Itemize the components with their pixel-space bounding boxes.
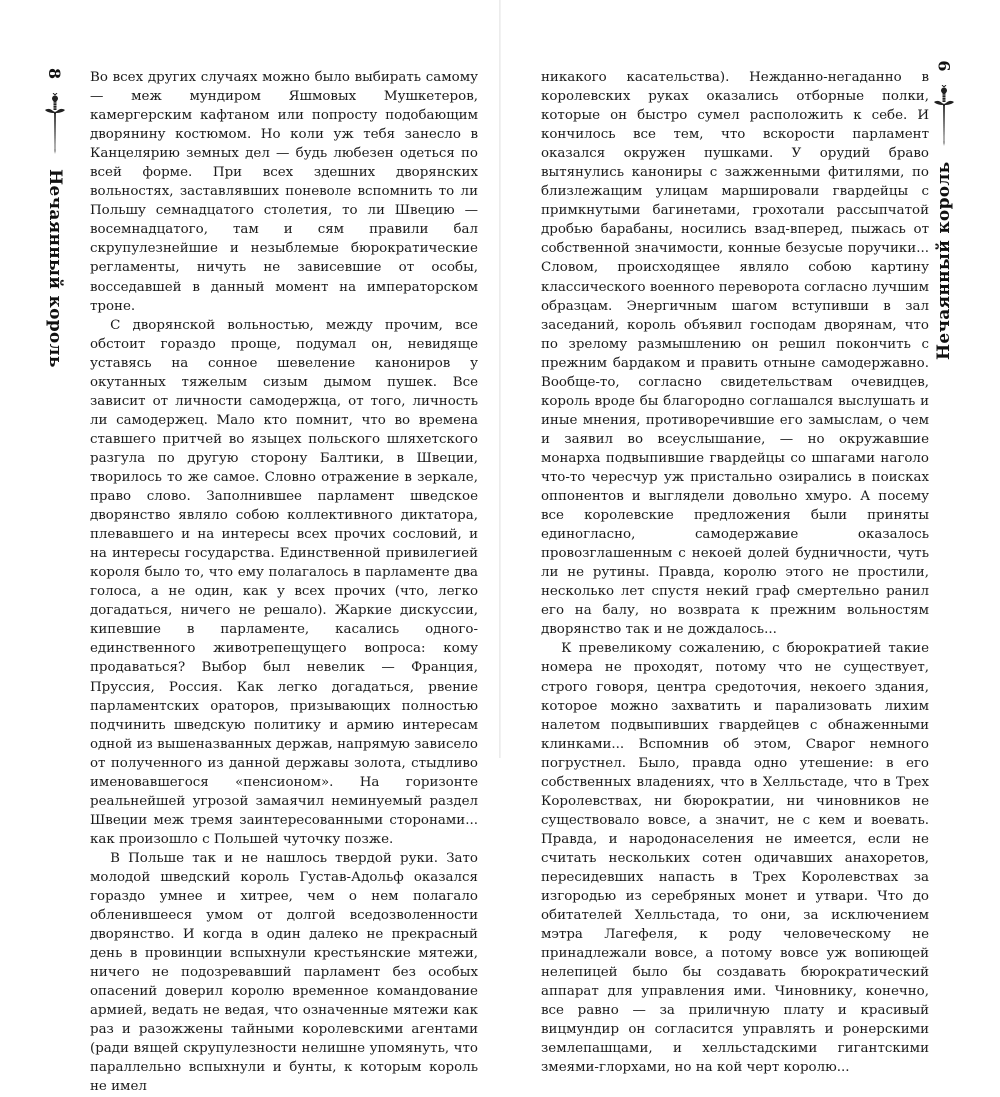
left-text-block	[90, 68, 478, 1097]
left-running-head	[32, 0, 78, 758]
left-page	[0, 0, 499, 1095]
left-page-number: 8	[45, 68, 65, 80]
right-running-title: Нечаянный король	[934, 161, 954, 360]
left-running-title: Нечаянный король	[45, 169, 65, 368]
paragraph: В Польше так и не нашлось твердой руки. Зато молодой шведский король Густав-Адольф оказался гораздо умнее и хитрее, чем о нем полагало обленившееся умом от долгой вседозволенности дворянство. И когда в один далеко не прекрасный день в провинции вспыхнули крестьянские мятежи, ничего не подозревавший парламент без особых опасений доверил королю временное командование армией, ведать не ведая, что означенные мятежи как раз и разожжены тайными королевскими агентами (ради вящей скрупулезности нелишне упомянуть, что параллельно вспыхнули и бунты, к которым король не имел	[90, 850, 478, 1095]
right-text-block	[541, 68, 929, 1077]
paragraph: Во всех других случаях можно было выбирать самому — меж мундиром Яшмовых Мушкетеров, камергерским кафтаном или попросту подобающим дворянину костюмом. Но коли уж тебя занесло в Канцелярию земных дел — будь любезен одеться по всей форме. При всех здешних дворянских вольностях, заставлявших поневоле вспомнить то ли Польшу семнадцатого столетия, то ли Швецию — восемнадцатого, там и сям правили бал скрупулезнейшие и незыблемые бюрократические регламенты, ничуть не зависевшие от особы, восседавшей в данный момент на императорском троне.	[90, 70, 478, 314]
paragraph: никакого касательства). Нежданно-негаданно в королевских руках оказались отборные полки, которые он быстро сумел расположить к себе. И кончилось все тем, что вскорости парламент оказался окружен пушками. У орудий браво вытянулись канониры с зажженными фитилями, по близлежащим улицам маршировали гвардейцы с примкнутыми багинетами, грохотали рассыпчатой дробью барабаны, носились взад-вперед, пыжась от собственной значимости, конные безусые поручики... Словом, происходящее являло собою картину классического военного переворота согласно лучшим образцам. Энергичным шагом вступивши в зал заседаний, король объявил господам дворянам, что по зрелому размышлению он решил покончить с прежним бардаком и править отныне самодержавно. Вообще-то, согласно свидетельствам очевидцев, король вроде бы благородно соглашался выслушать и иные мнения, противоречившие его замыслам, о чем и заявил во всеуслышание, — но окружавшие монарха подвыпившие гвардейцы со шпагами наголо что-то чересчур уж пристально озирались в поисках оппонентов и выглядели довольно хмуро. А посему все королевские предложения были приняты единогласно, самодержавие оказалось провозглашенным с некоей долей будничности, чуть ли не рутины. Правда, королю этого не простили, несколько лет спустя некий граф смертельно ранил его на балу, но возврата к прежним вольностям дворянство так и не дождалось...	[541, 70, 929, 638]
right-page	[501, 0, 1000, 1076]
right-running-head	[921, 0, 967, 758]
right-page-number: 9	[934, 60, 954, 72]
paragraph: С дворянской вольностью, между прочим, все обстоит гораздо проще, подумал он, невидяще уставясь на сонное шевеление канониров у окутанных тяжелым сизым дымом пушек. Все зависит от личности самодержца, от того, личность ли самодержец. Мало кто помнит, что во времена ставшего притчей во языцех польского шляхетского разгула по другую сторону Балтики, в Швеции, творилось то же самое. Словно отражение в зеркале, право слово. Заполнившее парламент шведское дворянство являло собою коллективного диктатора, плевавшего и на интересы всех прочих сословий, и на интересы государства. Единственной привилегией короля было то, что ему полагалось в парламенте два голоса, а не один, как у всех прочих (что, легко догадаться, ничего не решало). Жаркие дискуссии, кипевшие в парламенте, касались одного-единственного животрепещущего вопроса: кому продаваться? Выбор был невелик — Франция, Пруссия, Россия. Как легко догадаться, рвение парламентских ораторов, призывающих полностью подчинить шведскую политику и армию интересам одной из вышеназванных держав, напрямую зависело от полученного из данной державы золота, стыдливо именовавшегося «пенсионом». На горизонте реальнейшей угрозой замаячил неминуемый раздел Швеции меж тремя заинтересованными сторонами... как произошло с Польшей чуточку позже.	[90, 317, 478, 847]
sword-ornament-icon	[931, 85, 957, 147]
paragraph: К превеликому сожалению, с бюрократией такие номера не проходят, потому что не существует, строго говоря, центра средоточия, некоего здания, которое можно захватить и парализовать лихим налетом подвыпивших гвардейцев с обнаженными клинками... Вспомнив об этом, Сварог немного погрустнел. Было, правда одно утешение: в его собственных владениях, что в Хелльстаде, что в Трех Королевствах, ни бюрократии, ни чиновников не существовало вовсе, а значит, не с кем и воевать. Правда, и народонаселения не имеется, если не считать нескольких сотен одичавших анахоретов, пересидевших напасть в Трех Королевствах за изгородью из серебряных монет и утвари. Что до обитателей Хелльстада, то они, за исключением мэтра Лагефеля, к роду человеческому не принадлежали вовсе, а потому вовсе уж вопиющей нелепицей было бы создавать бюрократический аппарат для управления ими. Чиновнику, конечно, все равно — за приличную плату и красивый вицмундир он согласится управлять и ронерскими землепашцами, и хелльстадскими гигантскими змеями-глорхами, но на кой черт королю...	[541, 641, 929, 1076]
sword-ornament-icon	[42, 93, 68, 155]
